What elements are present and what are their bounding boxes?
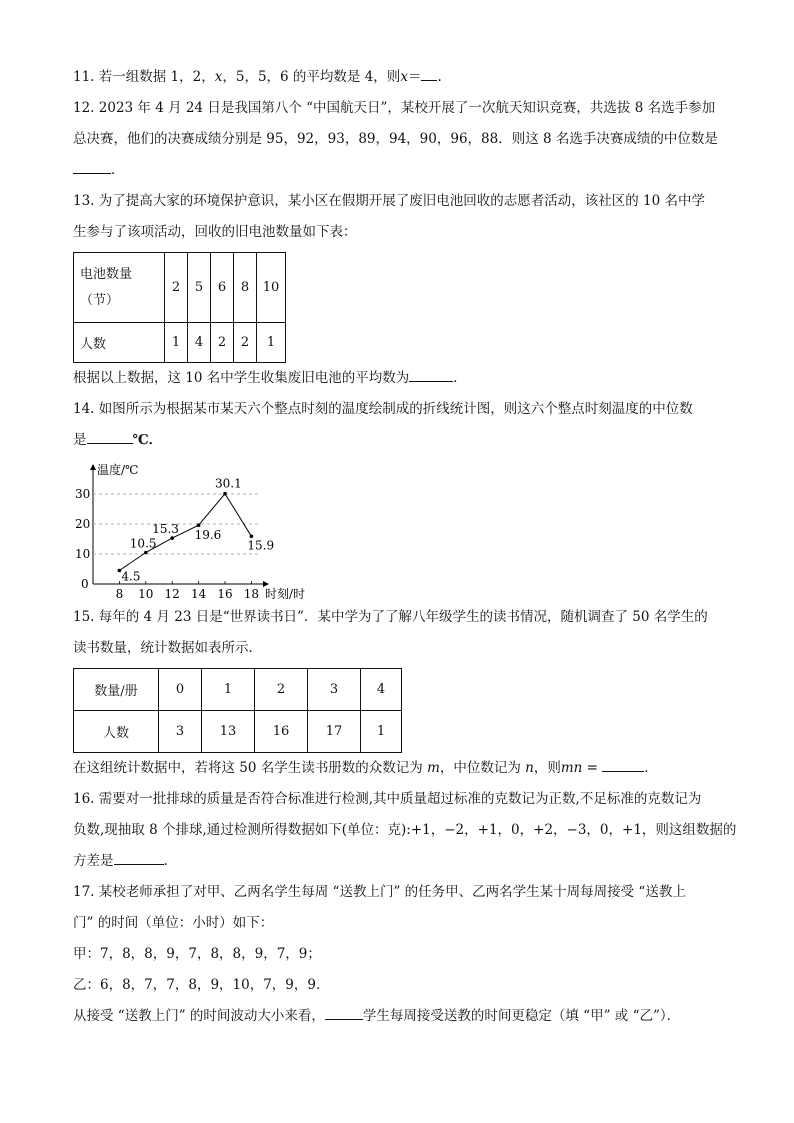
q13-tail: ．: [453, 370, 467, 386]
q17-line-5a: 从接受 “送教上门” 的时间波动大小来看，: [73, 1008, 325, 1024]
battery-count-label: [74, 253, 165, 323]
data-label: 19.6: [194, 528, 222, 543]
q15-answer-blank[interactable]: [602, 755, 644, 772]
q12-tail: ．: [111, 162, 125, 178]
q14-answer-blank[interactable]: [87, 427, 133, 444]
y-tick-label: 10: [75, 547, 91, 561]
q15-after-line: [73, 753, 723, 784]
table-cell: 2: [211, 323, 234, 363]
question-12: [73, 93, 723, 186]
q12-line-2: 总决赛，他们的决赛成绩分别是 95，92，93，89，94，90，96，88．则这 8 名选手决赛成绩的中位数是: [73, 131, 718, 147]
people-count-label: 人数: [74, 323, 165, 363]
q17-line-1: 17. 某校老师承担了对甲、乙两名学生每周 “送教上门” 的任务甲、乙两名学生某十周每周接受 “送教上: [73, 884, 686, 900]
y-axis-label: 温度/℃: [97, 463, 139, 477]
q17-line-4: 乙：6，8，7，7，8，9，10，7，9，9．: [73, 977, 330, 993]
y-tick-label: 30: [75, 487, 91, 501]
data-point: [170, 536, 174, 540]
data-label: 15.9: [247, 538, 275, 553]
table-cell: 3: [308, 669, 361, 711]
q16-label: 方差是: [73, 853, 114, 869]
q11-equals: ＝: [407, 69, 422, 85]
table-cell: 2: [165, 253, 188, 323]
reading-header-label: 数量/册: [74, 669, 159, 711]
data-label: 10.5: [129, 536, 157, 551]
q13-line-2: 生参与了该项活动，回收的旧电池数量如下表：: [73, 224, 357, 240]
q15-line-2: 读书数量，统计数据如表所示．: [73, 640, 262, 656]
data-label: 4.5: [121, 569, 141, 584]
x-axis-label: 时刻/时: [265, 587, 306, 600]
table-cell: 10: [257, 253, 286, 323]
q12-line-3: [73, 155, 723, 186]
q15-eq: =: [582, 760, 603, 776]
battery-table: [73, 252, 286, 363]
data-label: 15.3: [152, 522, 179, 537]
q14-unit: ℃．: [132, 432, 163, 448]
reading-table: [73, 668, 402, 753]
x-tick-label: 18: [243, 587, 260, 600]
table-cell: 4: [361, 669, 402, 711]
people-count-row: [74, 323, 286, 363]
q15-mid: ，中位数记为: [439, 760, 526, 776]
question-15: [73, 602, 723, 784]
q16-line-2: 负数,现抽取 8 个排球,通过检测所得数据如下(单位：克):+1，−2，+1，0，+2，−3，0，+1，则这组数据的: [73, 822, 737, 838]
question-16: [73, 784, 737, 877]
question-13: [73, 186, 723, 394]
q17-answer-blank[interactable]: [325, 1003, 363, 1020]
question-14: [73, 394, 723, 600]
table-cell: 17: [308, 711, 361, 753]
table-cell: 1: [257, 323, 286, 363]
data-point: [223, 492, 227, 496]
q14-start: 是: [73, 432, 87, 448]
q11-text-before: 11. 若一组数据 1，2，: [73, 69, 215, 85]
table-cell: 2: [234, 323, 257, 363]
table-cell: 1: [165, 323, 188, 363]
temperature-line-chart: [73, 460, 323, 600]
q12-answer-blank[interactable]: [73, 157, 111, 174]
q15-line-1: 15. 每年的 4 月 23 日是“世界读书日”．某中学为了了解八年级学生的读书情况，随机调查了 50 名学生的: [73, 609, 708, 625]
q14-line-1: 14. 如图所示为根据某市某天六个整点时刻的温度绘制成的折线统计图，则这六个整点时刻温度的中位数: [73, 401, 693, 417]
question-17: [73, 877, 723, 1032]
q16-line-1: 16. 需要对一批排球的质量是否符合标准进行检测,其中质量超过标准的克数记为正数,不足标准的克数记为: [73, 791, 702, 807]
table-cell: 1: [361, 711, 402, 753]
q13-answer-blank[interactable]: [409, 365, 453, 382]
temperature-series-line: [119, 494, 251, 571]
table-cell: 1: [202, 669, 255, 711]
q14-line-2: [73, 425, 723, 456]
y-axis-arrow: [90, 464, 96, 470]
q15-var-m: m: [427, 760, 440, 776]
table-cell: 5: [188, 253, 211, 323]
q15-after-text: 在这组统计数据中，若将这 50 名学生读书册数的众数记为: [73, 760, 428, 776]
q15-var-mn: mn: [560, 760, 583, 776]
table-cell: 0: [159, 669, 202, 711]
x-tick-label: 16: [217, 587, 233, 600]
q17-line-5: [73, 1001, 723, 1032]
q11-var-x: x: [214, 69, 223, 85]
reading-row-label: 人数: [74, 711, 159, 753]
q13-after: 根据以上数据，这 10 名中学生收集废旧电池的平均数为: [73, 370, 410, 386]
x-tick-label: 12: [164, 587, 180, 600]
origin-label: 0: [81, 577, 89, 591]
q16-answer-blank[interactable]: [114, 848, 164, 865]
q15-mid2: ，则: [533, 760, 561, 776]
battery-count-row: [74, 253, 286, 323]
q16-tail: .: [163, 853, 168, 869]
q11-text-after: ，5，5，6 的平均数是 4，则: [222, 69, 401, 85]
q17-line-5b: 学生每周接受送教的时间更稳定（填 “甲” 或 “乙”）．: [362, 1008, 681, 1024]
battery-count-label-a: 电池数量: [80, 266, 133, 282]
data-point: [197, 523, 201, 527]
q12-line-1: 12. 2023 年 4 月 24 日是我国第八个 “中国航天日”，某校开展了一次航天知识竞赛，共选拔 8 名选手参加: [73, 100, 716, 116]
x-tick-label: 14: [190, 587, 207, 600]
question-page: [73, 62, 737, 1032]
table-cell: 8: [234, 253, 257, 323]
x-tick-label: 10: [138, 587, 154, 600]
data-label: 30.1: [215, 476, 242, 491]
q17-line-2: 门” 的时间（单位：小时）如下：: [73, 915, 274, 931]
q11-tail: .: [437, 69, 442, 85]
battery-count-label-b: （节）: [80, 292, 120, 308]
q11-var-x2: x: [400, 69, 408, 85]
q11-answer-blank[interactable]: [421, 64, 437, 81]
q15-var-n: n: [525, 760, 534, 776]
x-tick-label: 8: [115, 587, 124, 600]
q16-line-3: [73, 846, 723, 877]
q15-tail: ．: [644, 760, 658, 776]
y-tick-label: 20: [75, 517, 91, 531]
table-cell: 13: [202, 711, 255, 753]
table-cell: 2: [255, 669, 308, 711]
table-cell: 16: [255, 711, 308, 753]
q13-line-1: 13. 为了提高大家的环境保护意识，某小区在假期开展了废旧电池回收的志愿者活动，该社区的 10 名中学: [73, 193, 706, 209]
table-cell: 6: [211, 253, 234, 323]
table-cell: 3: [159, 711, 202, 753]
q13-after-line: [73, 363, 723, 394]
data-point: [144, 551, 148, 555]
question-11: [73, 62, 723, 93]
reading-count-row: [74, 711, 402, 753]
q17-line-3: 甲：7，8，8，9，7，8，8，9，7，9；: [73, 946, 321, 962]
table-cell: 4: [188, 323, 211, 363]
reading-header-row: [74, 669, 402, 711]
